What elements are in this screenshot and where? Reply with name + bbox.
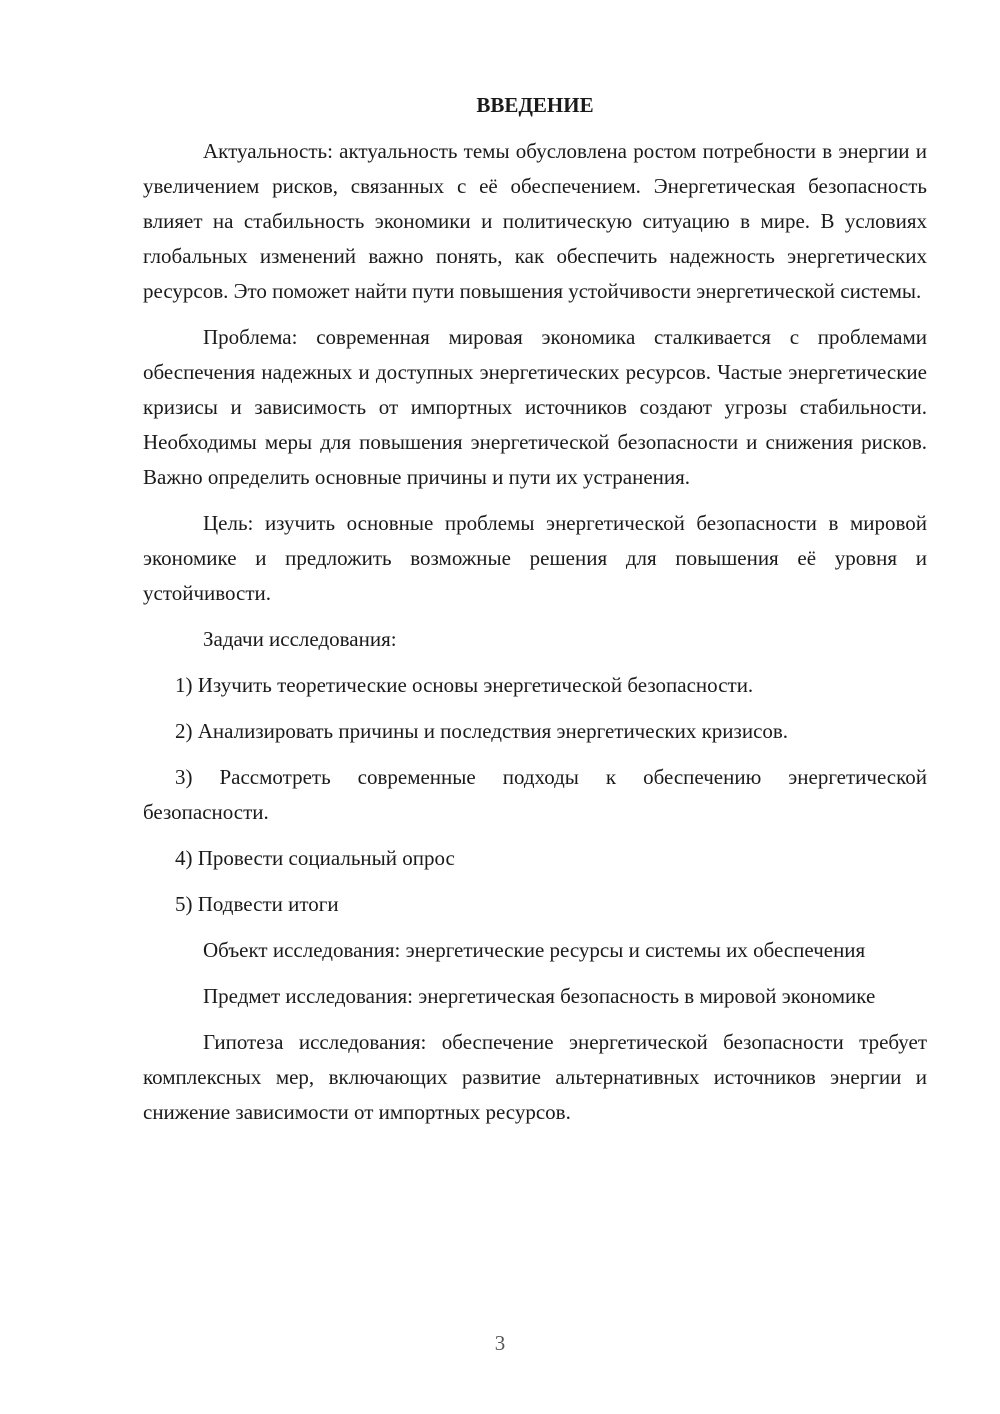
task-item-1: 1) Изучить теоретические основы энергетической безопасности.	[175, 673, 754, 697]
paragraph-problem: Проблема: современная мировая экономика сталкивается с проблемами обеспечения надежных и доступных энергетических ресурсов. Частые энергетические кризисы и зависимость от импортных источников создают угрозы стабильности. Необходимы меры для повышения энергетической безопасности и снижения рисков. Важно определить основные причины и пути их устранения.	[143, 325, 927, 489]
paragraph-hypothesis: Гипотеза исследования: обеспечение энергетической безопасности требует комплексных мер, включающих развитие альтернативных источников энергии и снижение зависимости от импортных ресурсов.	[143, 1030, 927, 1124]
task-item-4: 4) Провести социальный опрос	[175, 846, 455, 870]
paragraph-relevance: Актуальность: актуальность темы обусловлена ростом потребности в энергии и увеличением рисков, связанных с её обеспечением. Энергетическая безопасность влияет на стабильность экономики и политическую ситуацию в мире. В условиях глобальных изменений важно понять, как обеспечить надежность энергетических ресурсов. Это поможет найти пути повышения устойчивости энергетической системы.	[143, 139, 927, 303]
tasks-heading: Задачи исследования:	[203, 627, 397, 651]
document-page	[143, 88, 927, 1141]
paragraph-subject: Предмет исследования: энергетическая безопасность в мировой экономике	[203, 984, 876, 1008]
paragraph-object: Объект исследования: энергетические ресурсы и системы их обеспечения	[203, 938, 866, 962]
task-item-2: 2) Анализировать причины и последствия энергетических кризисов.	[175, 719, 789, 743]
task-item-3: 3) Рассмотреть современные подходы к обеспечению энергетической безопасности.	[143, 765, 927, 824]
task-item-5: 5) Подвести итоги	[175, 892, 339, 916]
page-number: 3	[494, 1331, 506, 1355]
document-title: ВВЕДЕНИЕ	[476, 93, 594, 117]
paragraph-goal: Цель: изучить основные проблемы энергетической безопасности в мировой экономике и предложить возможные решения для повышения её уровня и устойчивости.	[143, 511, 927, 605]
